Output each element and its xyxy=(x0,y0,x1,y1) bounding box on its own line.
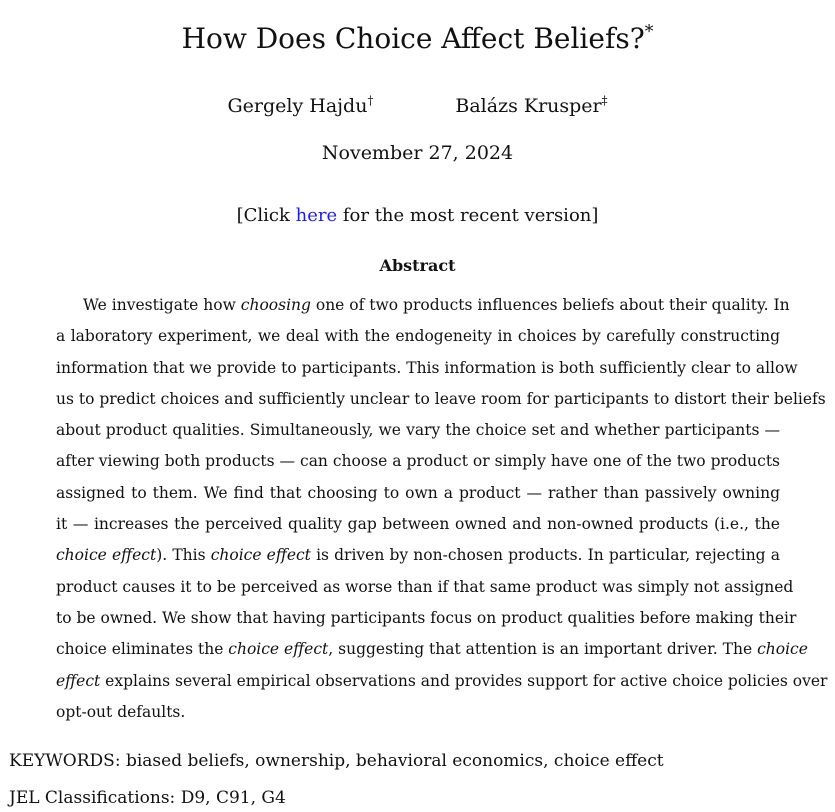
abstract-text: product causes it to be perceived as worse than if that same product was simply not assigned xyxy=(56,577,794,596)
author-name: Balázs Krusper xyxy=(455,95,602,117)
abstract-body xyxy=(56,290,828,728)
jel-codes: D9, C91, G4 xyxy=(180,788,286,808)
abstract-line xyxy=(56,697,780,728)
author-2 xyxy=(455,92,607,120)
abstract-line xyxy=(56,321,780,352)
keywords-label: KEYWORDS: xyxy=(9,751,121,771)
abstract-text: assigned to them. We find that choosing to own a product — rather than passively owning xyxy=(56,483,780,502)
version-note xyxy=(0,202,835,230)
abstract-text: one of two products influences beliefs about their quality. In xyxy=(310,296,790,314)
abstract-emphasis: choice xyxy=(757,640,808,659)
paper-title xyxy=(0,18,835,60)
abstract-text: explains several empirical observations and provides support for active choice policies over xyxy=(100,671,828,690)
abstract-line xyxy=(56,509,780,540)
abstract-text: choice eliminates the xyxy=(56,640,229,659)
abstract-line xyxy=(56,572,794,603)
author-list xyxy=(0,92,835,120)
abstract-text: it — increases the perceived quality gap between owned and non-owned products (i.e., the xyxy=(56,515,780,534)
abstract-emphasis: choosing xyxy=(240,296,311,314)
keywords xyxy=(9,747,664,775)
abstract-line xyxy=(56,290,790,321)
abstract-emphasis: choice effect xyxy=(210,546,311,565)
abstract-emphasis: effect xyxy=(56,671,101,690)
abstract-text: to be owned. We show that having participants focus on product qualities before making their xyxy=(56,608,797,627)
author-footnote-mark: † xyxy=(367,93,374,108)
abstract-line xyxy=(56,384,826,415)
recent-version-link[interactable]: here xyxy=(295,205,338,226)
abstract-line xyxy=(56,353,798,384)
abstract-line xyxy=(56,634,808,665)
author-footnote-mark: ‡ xyxy=(601,93,608,108)
title-footnote-mark: * xyxy=(644,22,654,43)
abstract-line xyxy=(56,415,780,446)
abstract-line xyxy=(56,540,780,571)
abstract-text: a laboratory experiment, we deal with the endogeneity in choices by carefully constructing xyxy=(56,327,780,346)
author-name: Gergely Hajdu xyxy=(227,95,368,117)
abstract-line xyxy=(56,446,780,477)
jel-label: JEL Classifications: xyxy=(9,788,176,808)
abstract-text: after viewing both products — can choose a product or simply have one of the two products xyxy=(56,452,780,471)
paper-date: November 27, 2024 xyxy=(321,142,514,164)
abstract-text: information that we provide to participants. This information is both sufficiently clear to allow xyxy=(56,358,798,377)
abstract-text: ). This xyxy=(156,546,211,565)
abstract-text: We investigate how xyxy=(83,296,241,314)
version-note-suffix: for the most recent version] xyxy=(337,205,599,226)
abstract-text: about product qualities. Simultaneously, we vary the choice set and whether participants — xyxy=(56,421,780,440)
keywords-text: biased beliefs, ownership, behavioral economics, choice effect xyxy=(125,751,664,771)
jel-classifications xyxy=(9,784,286,812)
abstract-text: us to predict choices and sufficiently unclear to leave room for participants to distort their beliefs xyxy=(56,389,826,408)
abstract-text: is driven by non-chosen products. In particular, rejecting a xyxy=(310,546,780,565)
abstract-line xyxy=(56,666,828,697)
abstract-emphasis: choice effect xyxy=(56,546,157,565)
abstract-emphasis: choice effect xyxy=(228,640,329,659)
abstract-text: opt-out defaults. xyxy=(56,702,186,721)
abstract-text: , suggesting that attention is an important driver. The xyxy=(328,640,758,659)
abstract-line xyxy=(56,478,780,509)
abstract-heading: Abstract xyxy=(379,256,456,275)
version-note-prefix: [Click xyxy=(236,205,296,226)
abstract-line xyxy=(56,603,797,634)
author-1 xyxy=(227,92,373,120)
title-text: How Does Choice Affect Beliefs? xyxy=(181,22,645,55)
